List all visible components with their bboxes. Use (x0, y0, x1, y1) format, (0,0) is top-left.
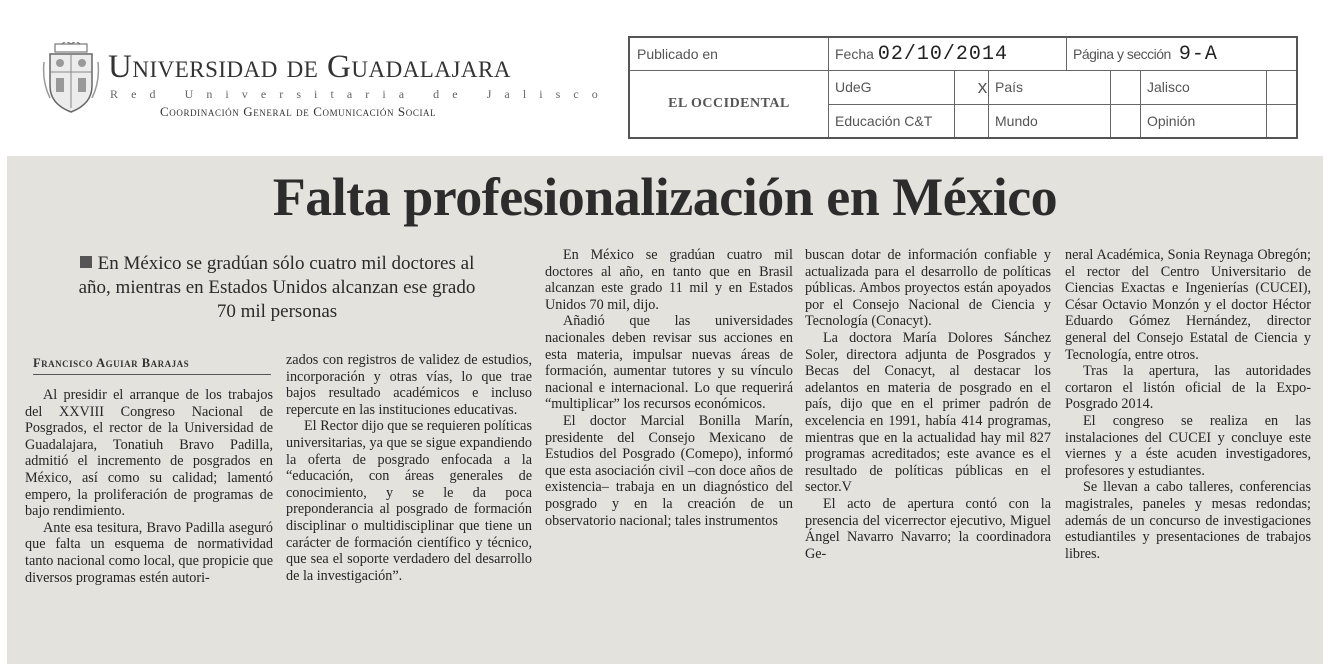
newspaper-clipping (7, 156, 1323, 664)
section-educacion-checkbox (954, 104, 988, 137)
paragraph: El doctor Marcial Bonilla Marín, presidente del Consejo Mexicano de Estudios del Posgrado (Comepo), informó que esta asociación civil –con doce años de existencia– trabaja en un diagnóstico del posgrado y en la creación de un observatorio nacional; tales instrumentos (545, 412, 793, 529)
paragraph: buscan dotar de información confiable y actualizada para el desarrollo de políticas públicas. Ambos proyectos están apoyados por el Consejo Nacional de Ciencia y Tecnología (Conacyt). (805, 247, 1051, 330)
paragraph: Tras la apertura, las autoridades cortaron el listón oficial de la Expo-Posgrado 2014. (1065, 363, 1311, 413)
tagline-letter: e (260, 87, 267, 101)
tagline-letter: r (365, 87, 370, 101)
paragraph: El acto de apertura contó con la presencia del vicerrector ejecutivo, Miguel Ángel Navarro Navarro; la coordinadora Ge- (805, 495, 1051, 562)
tagline-letter: t (330, 87, 334, 101)
article-column-4 (805, 247, 1051, 562)
section-mundo: Mundo (995, 112, 1038, 129)
article-column-5 (1065, 247, 1311, 562)
tagline-letter: a (398, 87, 405, 101)
article-column-3 (545, 247, 793, 529)
section-pais-mark: x (977, 79, 989, 99)
tagline-letter: i (539, 87, 543, 101)
coordination-name: Coordinación General de Comunicación Social (160, 104, 437, 119)
paragraph: El Rector dijo que se requieren políticas universitarias, ya que se sigue expandiendo la oferta de posgrado enfocada a la “educación, con áreas generales de conocimiento, y se le da poca preponderancia al posgrado de formación disciplinar o multidisciplinar que tiene un carácter de formación científico y técnico, que sea el soporte verdadero del desarrollo de la investigación”. (286, 418, 532, 584)
paragraph: Añadió que las universidades nacionales deben revisar sus acciones en esta materia, impulsar nuevas áreas de formación, aumentar tutores y su vínculo nacional e internacional. Lo que requerirá “multiplicar” los recursos económicos. (545, 313, 793, 413)
page-section-value: 9-A (1178, 42, 1218, 66)
article-subhead (67, 252, 487, 324)
tagline-letter: R (110, 87, 119, 101)
paragraph: En México se gradúan cuatro mil doctores al año, en tanto que en Brasil alcanzan este grado 11 mil y en Estados Unidos 70 mil, dijo. (545, 247, 793, 313)
date-value: 02/10/2014 (877, 42, 1008, 66)
publication-info-table (628, 36, 1298, 139)
section-jalisco: Jalisco (1147, 79, 1190, 95)
published-in-label: Publicado en (637, 46, 718, 62)
tagline-letter: e (131, 87, 137, 101)
paragraph: zados con registros de validez de estudios, incorporación y otras vías, lo que trae bajos resultado académicos e incluso repercute en las instituciones educativas. (286, 352, 532, 418)
section-educacion: Educación C&T (835, 112, 933, 129)
paragraph: Se llevan a cabo talleres, conferencias magistrales, paneles y mesas redondas; además de un concurso de investigaciones estudiantiles y presentaciones de trabajos libres. (1065, 479, 1311, 562)
tagline-letter: a (346, 87, 353, 101)
tagline-letter: i (225, 87, 229, 101)
tagline-letter: d (433, 87, 440, 101)
tagline-letter: n (206, 87, 213, 101)
section-opinion: Opinión (1147, 112, 1196, 129)
tagline-letter (417, 87, 420, 102)
paragraph: Al presidir el arranque de los trabajos del XXVIII Congreso Nacional de Posgrados, el rector de la Universidad de Guadalajara, Tonatiuh Bravo Padilla, admitió el incremento de posgrados en México, así como su calidad; lamentó empero, la proliferación de programas de bajo rendimiento. (25, 387, 273, 520)
tagline-letter: l (522, 87, 527, 101)
article-column-2 (286, 352, 532, 584)
university-seal-icon (42, 42, 100, 114)
bullet-square-icon (80, 256, 92, 268)
tagline-letter: s (296, 87, 301, 101)
page-section-field (1066, 38, 1296, 70)
tagline-letter: J (486, 87, 492, 101)
tagline-letter: a (504, 87, 510, 101)
article-headline: Falta profesionalización en México (272, 167, 1058, 227)
paragraph: La doctora María Dolores Sánchez Soler, directora adjunta de Posgrados y Becas del Conacyt, al destacar los adelantos en materia de posgrado en el país, dijo que en el primer padrón de excelencia en 1991, había 414 programas, mientras que en la actualidad hay mil 827 programas acreditados; este avance es el resultado de políticas públicas en el sector.V (805, 329, 1051, 496)
section-pais-checkbox (1110, 70, 1140, 104)
tagline-letter: d (149, 87, 156, 101)
tagline-letter: c (573, 87, 579, 101)
tagline-letter: s (555, 87, 561, 101)
university-network-tagline (110, 87, 598, 102)
paragraph: neral Académica, Sonia Reynaga Obregón; el rector del Centro Universitario de Ciencias Exactas e Ingenierías (CUCEI), César Octavio Monzón y el doctor Héctor Eduardo Gómez Hernández, director general del Consejo Estatal de Ciencia y Tecnología, entre otros. (1065, 247, 1311, 363)
subhead-text: En México se gradúan sólo cuatro mil doctores al año, mientras en Estados Unidos alcanzan ese grado 70 mil personas (78, 253, 476, 322)
date-label: Fecha (835, 46, 874, 62)
paragraph: El congreso se realiza en las instalaciones del CUCEI y concluye este viernes y a éste acuden investigadores, profesores y estudiantes. (1065, 412, 1311, 479)
section-opinion-checkbox (1266, 104, 1296, 137)
tagline-letter: o (591, 87, 598, 101)
section-jalisco-checkbox (1266, 70, 1296, 104)
section-mundo-checkbox (1110, 104, 1140, 137)
tagline-letter: U (184, 87, 194, 101)
article-byline: Francisco Aguiar Barajas (33, 356, 271, 375)
section-udeg: UdeG (835, 79, 872, 95)
tagline-letter: e (452, 87, 458, 101)
tagline-letter: i (382, 87, 386, 101)
tagline-letter: r (279, 87, 284, 101)
tagline-letter: i (314, 87, 318, 101)
page-section-label: Página y sección (1073, 46, 1171, 62)
paragraph: Ante esa tesitura, Bravo Padilla aseguró que falta un esquema de normatividad tanto nacional como local, que propicie que diversos programas estén autori- (25, 519, 273, 586)
section-pais: País (995, 79, 1024, 95)
date-field (828, 38, 1066, 70)
tagline-letter: v (241, 87, 248, 101)
article-column-1 (25, 387, 273, 586)
university-name: Universidad de Guadalajara (108, 49, 511, 85)
tagline-letter (471, 87, 474, 102)
newspaper-name: EL OCCIDENTAL (668, 95, 790, 111)
tagline-letter (169, 87, 172, 102)
